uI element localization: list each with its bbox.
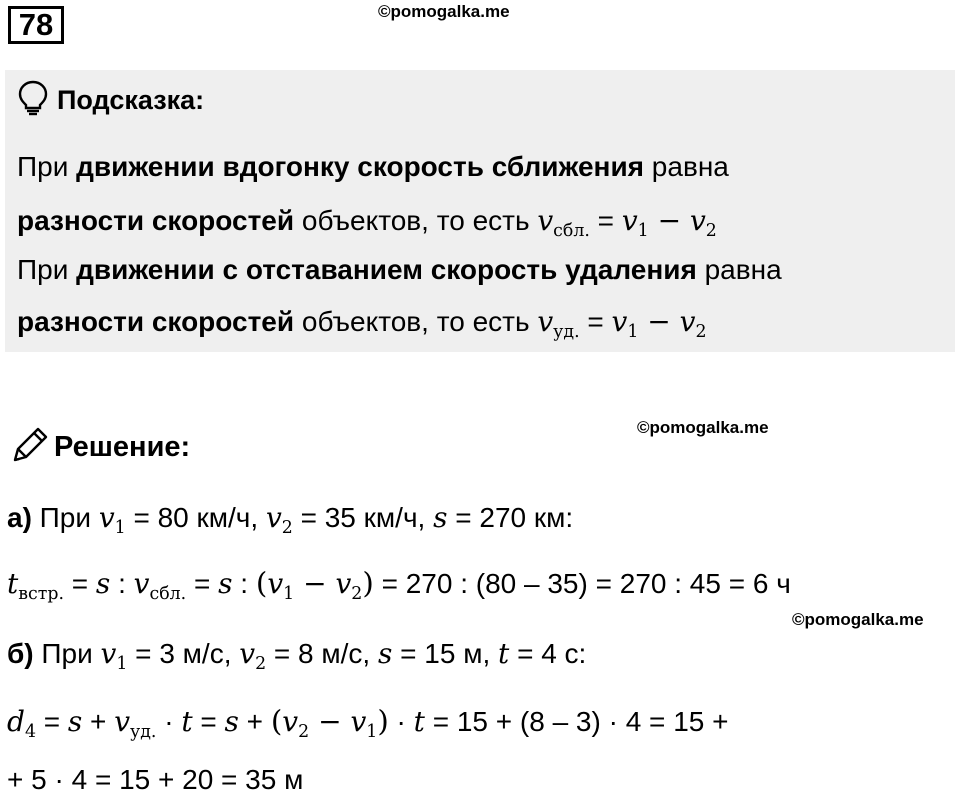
solution-header: [10, 425, 190, 470]
hint-title: Подсказка:: [57, 84, 205, 115]
pencil-icon: [10, 425, 50, 470]
lightbulb-icon: [17, 80, 49, 121]
hint-header: [17, 82, 204, 118]
solution-a-calculation: $t_{встр.} = s$ : $v_{сбл.} = s$ : $(v_1 - v_2) = 270$ : (80 – 35) = 270 : 45 = 6 ч: [7, 566, 791, 605]
hint-line-1: При движении вдогонку скорость сближения равна: [17, 151, 729, 182]
solution-title: Решение:: [54, 431, 191, 463]
task-number: 78: [8, 6, 64, 44]
watermark: ©pomogalka.me: [637, 418, 769, 437]
hint-line-2: разности скоростей объектов, то есть $v_{сбл.} = v_1 - v_2$: [17, 204, 717, 242]
hint-line-3: При движении с отставанием скорость удаления равна: [17, 254, 782, 285]
solution-b-condition: б) При $v_1 = 3$ м/с, $v_2 = 8$ м/с, s = 15 м, t = 4 с:: [7, 637, 587, 675]
solution-a-condition: а) При $v_1 = 80$ км/ч, $v_2 = 35$ км/ч, s = 270 км:: [7, 501, 574, 539]
solution-b-calculation-1: $d_4 = s + v_{уд.} \cdot t = s + (v_2 - v_1) \cdot t = 15 + (8 - 3) \cdot 4 = 15$ +: [7, 704, 729, 743]
hint-line-4: разности скоростей объектов, то есть $v_{уд.} = v_1 - v_2$: [17, 305, 707, 343]
watermark: ©pomogalka.me: [792, 610, 924, 629]
solution-b-calculation-2: + 5 · 4 = 15 + 20 = 35 м: [7, 764, 304, 795]
watermark: ©pomogalka.me: [378, 2, 510, 21]
